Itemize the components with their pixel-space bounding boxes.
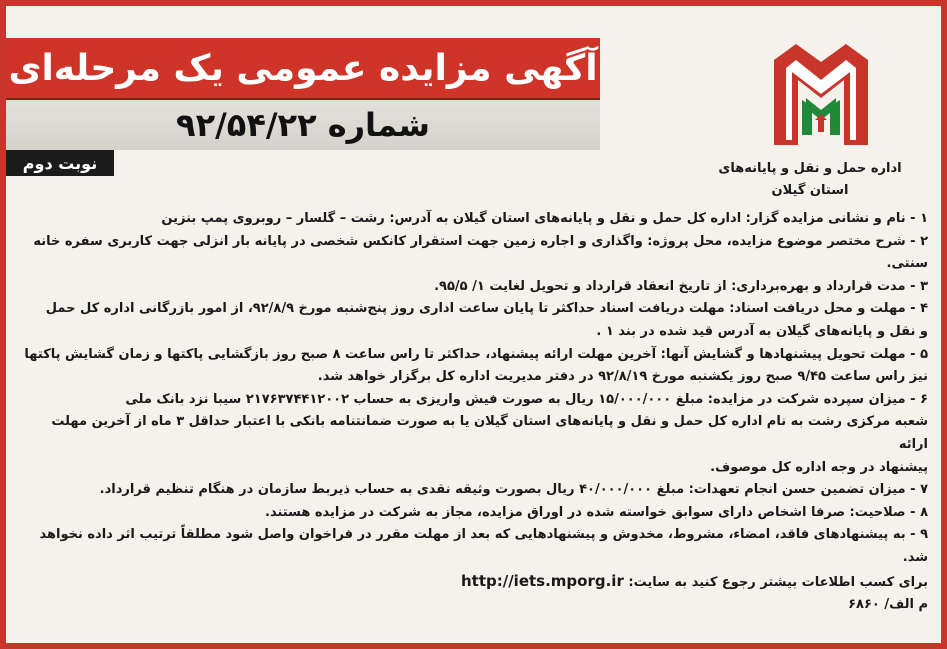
ad-body — [24, 208, 928, 617]
ad-number: شماره ۹۲/۵۴/۲۲ — [6, 100, 600, 150]
item-7: ۷ - میزان تضمین حسن انجام تعهدات: مبلغ ۴۰/۰۰۰/۰۰۰ ریال بصورت وثیقه نقدی به حساب ذیربط سازمان در هنگام تنظیم قرارداد. — [99, 482, 928, 498]
item-9: ۹ - به پیشنهادهای فاقد، امضاء، مشروط، مخدوش و پیشنهادهایی که بعد از مهلت مقرر در فراخوان واصل شود مطلقاً ترتیب اثر داده نخواهد شد. — [39, 527, 928, 565]
item-6: ۶ - میزان سپرده شرکت در مزایده: مبلغ ۱۵/۰۰۰/۰۰۰ ریال به صورت فیش واریزی به حساب ۲۱۷۶۳۷۴۴۱۲۰۰۲ سیبا نزد بانک ملی — [125, 391, 928, 407]
item-3: ۳ - مدت قرارداد و بهره‌برداری: از تاریخ انعقاد قرارداد و تحویل لغایت ۱/ ۹۵/۵. — [434, 278, 928, 294]
website-link[interactable]: http://iets.mporg.ir — [460, 571, 624, 590]
item-5-cont: نیز راس ساعت ۹/۴۵ صبح روز یکشنبه مورخ ۹۲/۸/۱۹ در دفتر مدیریت اداره کل برگزار خواهد شد. — [317, 369, 928, 385]
info-line — [24, 570, 928, 595]
item-2: ۲ - شرح مختصر موضوع مزایده، محل پروژه: واگذاری و اجاره زمین جهت استقرار کانکس شخصی در پایانه بار انزلی جهت کاربری سفره خانه — [33, 233, 928, 249]
item-5: ۵ - مهلت تحویل پیشنهادها و گشایش آنها: آخرین مهلت ارائه پیشنهاد، حداکثر تا راس ساعت ۸ صبح روز بازگشایی پاکتها و زمان گشایش پاکتها — [24, 346, 928, 362]
item-6-cont-2: پیشنهاد در وجه اداره کل موصوف. — [710, 459, 928, 475]
item-1: ۱ - نام و نشانی مزایده گزار: اداره کل حمل و نقل و پایانه‌های استان گیلان به آدرس: رشت – گلسار – روبروی پمپ بنزین — [161, 211, 928, 226]
item-4-cont: و نقل و پایانه‌های گیلان به آدرس قید شده در بند ۱ . — [596, 323, 928, 339]
organization-line-2: استان گیلان — [771, 183, 849, 198]
organization-name — [690, 158, 930, 202]
item-8: ۸ - صلاحیت: صرفا اشخاص دارای سوابق خواسته شده در اوراق مزایده، مجاز به شرکت در مزایده هستند. — [265, 504, 928, 520]
round-badge: نوبت دوم — [6, 150, 114, 176]
item-6-cont: شعبه مرکزی رشت به نام اداره کل حمل و نقل و پایانه‌های استان گیلان یا به صورت ضمانتنامه بانکی با اعتبار حداقل ۳ ماه از آخرین مهلت ارائه — [51, 414, 928, 452]
organization-logo-icon — [766, 40, 876, 150]
info-prefix: برای کسب اطلاعات بیشتر رجوع کنید به سایت: — [628, 574, 928, 590]
ad-title: آگهی مزایده عمومی یک مرحله‌ای — [6, 38, 600, 100]
item-2-cont: سنتی. — [886, 256, 928, 272]
item-4: ۴ - مهلت و محل دریافت اسناد: مهلت دریافت اسناد حداکثر تا پایان ساعت اداری روز پنج‌شنبه مورخ ۹۲/۸/۹، از امور بازرگانی اداره کل حمل — [45, 301, 928, 317]
ad-code: م الف/ ۶۸۶۰ — [848, 597, 928, 613]
organization-line-1: اداره حمل و نقل و پایانه‌های — [718, 161, 902, 176]
